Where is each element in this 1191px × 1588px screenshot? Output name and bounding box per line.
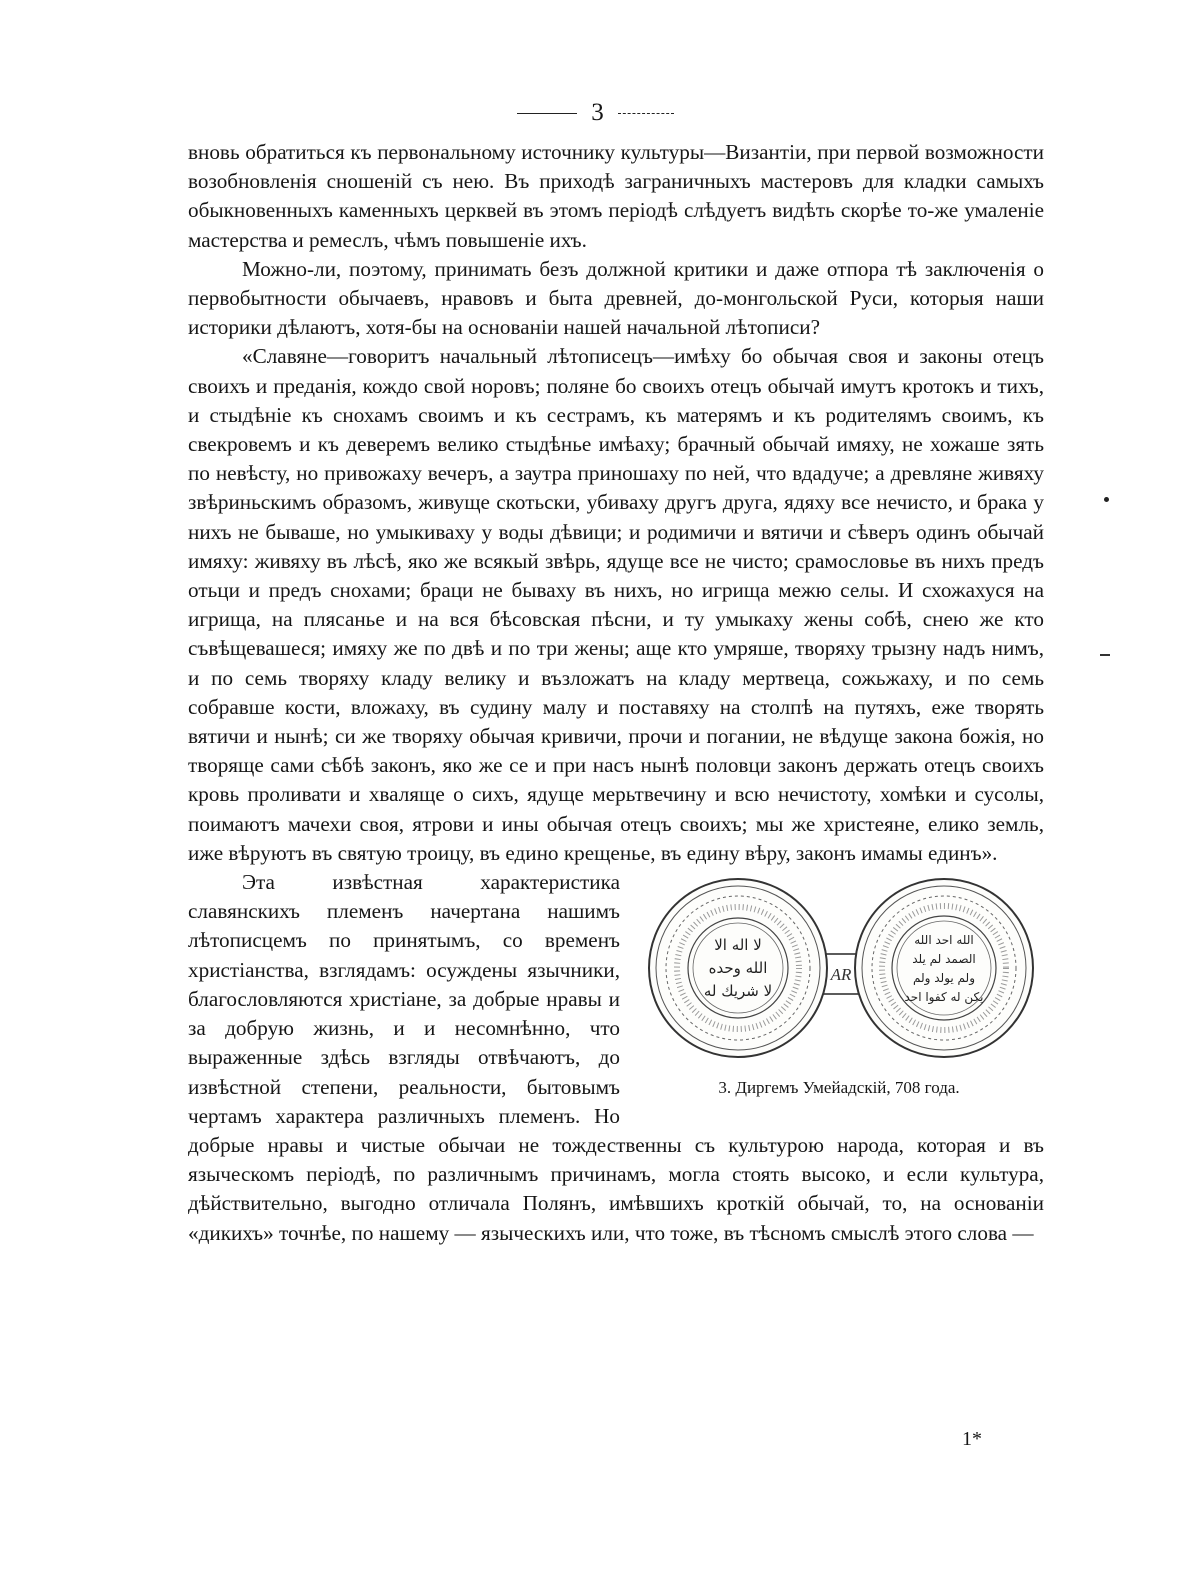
signature-mark: 1* <box>962 1428 982 1450</box>
paragraph-3-chronicle-quote: «Славяне—говоритъ начальный лѣтописецъ—имѣху бо обычая своя и законы отецъ своихъ и преданія, кождо свой норовъ; поляне бо своихъ отецъ обычай имутъ кротокъ и тихъ, и стыдѣніе къ снохамъ своимъ и къ сестрамъ, къ матерямъ и къ родителямъ своимъ, къ свекровемъ и къ деверемъ велико стыдѣнье имѣаху; брачный обычай имяху, не хожаше зять по невѣсту, но привожаху вечеръ, а заутра приношаху по ней, что вдадуче; а древляне живяху звѣриньскимъ образомъ, живуще скотьски, убиваху другъ друга, ядяху все нечисто, и брака у нихъ не бываше, но умыкиваху у воды дѣвици; и родимичи и вятичи и сѣверъ одинъ обычай имяху: живяху въ лѣсѣ, яко же всякый звѣрь, ядуще все не чисто; срамословье въ нихъ предъ отьци и предъ снохами; браци не бываху въ нихъ, но игрища межю селы. И схожахуся на игрища, на плясанье и на вся бѣсовская пѣсни, и ту умыкаху жены собѣ, снею же кто съвѣщевашеся; имяху же по двѣ и по три жены; аще кто умряше, творяху трызну надъ нимъ, и по семь творяху кладу велику и възложатъ на кладу мертвеца, сожьжаху, и по семь собравше кости, вложаху, въ судину малу и поставяху на столпѣ на путяхъ, еже творять вятичи и нынѣ; си же творяху обычая кривичи, прочи и погании, не вѣдуще закона божія, но творяще сами сѣбѣ законъ, яко же се и при насъ нынѣ половци законъ держать отецъ своихъ кровь проливати и хваляще о сихъ, ядуще мерьтвечину и всю нечистоту, хомѣки и сусолы, поимаютъ мачехи своя, ятрови и ины обычая отецъ своихъ; мы же христеяне, елико земль, иже вѣруютъ въ святую троицу, въ едино крещенье, въ едину вѣру, законъ имамы единъ». <box>188 344 1044 865</box>
right-coin-line-1: الله احد الله <box>914 933 974 948</box>
left-coin-line-1: لا اله الا <box>714 936 762 955</box>
right-coin <box>855 879 1033 1057</box>
figure-caption: 3. Диргемъ Умейадскій, 708 года. <box>718 1078 960 1098</box>
right-coin-line-4: يكن له كفوا احد <box>904 990 984 1005</box>
paragraph-2: Можно-ли, поэтому, принимать безъ должной критики и даже отпора тѣ заключенія о первобытности обычаевъ, нравовъ и быта древней, до-монгольской Руси, которыя наши историки дѣлаютъ, хотя-бы на основаніи нашей начальной лѣтописи? <box>188 256 1044 340</box>
page-number: 3 <box>591 99 604 126</box>
left-coin-line-2: الله وحده <box>708 959 768 978</box>
paragraph-1: вновь обратиться къ первональному источнику культуры—Византіи, при первой возможности возобновленія сношеній съ нею. Въ приходѣ заграничныхъ мастеровъ для кладки самыхъ обыкновенныхъ каменныхъ церквей въ этомъ періодѣ слѣдуетъ видѣть скорѣе то-же умаленіе мастерства и ремеслъ, чѣмъ повышеніе ихъ. <box>188 140 1044 252</box>
body-text <box>188 138 1044 1248</box>
right-coin-line-3: ولم يولد ولم <box>913 971 975 986</box>
left-coin-line-3: لا شريك له <box>703 982 773 1001</box>
left-coin <box>649 879 827 1057</box>
margin-dash <box>1100 654 1110 656</box>
dirham-coin-illustration <box>646 872 1036 1064</box>
paragraph-4: Эта извѣстная характеристика славянскихъ племенъ начертана нашимъ лѣтописцемъ по принятымъ, со временъ христіанства, взглядамъ: осуждены язычники, благословляются христіане, за добрые нравы и за добрую жизнь, и и несомнѣнно, что выраженные здѣсь взгляды отвѣчаютъ, до извѣстной степени, реальности, бытовымъ чертамъ характера различныхъ племенъ. Но добрые нравы и чистые обычаи не тождественны съ культурою народа, которая и въ языческомъ періодѣ, по различнымъ причинамъ, могла стоять высоко, и если культура, дѣйствительно, выгодно отличала Полянъ, имѣвшихъ кроткій обычай, то, на основаніи «дикихъ» точнѣе, по нашему — языческихъ или, что тоже, въ тѣсномъ смыслѣ этого слова — <box>188 870 1044 1245</box>
coin-bridge-mark: AR <box>830 965 852 985</box>
margin-dot <box>1104 497 1109 502</box>
header-rule-left <box>517 113 577 114</box>
right-coin-line-2: الصمد لم يلد <box>912 952 976 967</box>
header-rule-right <box>618 113 674 114</box>
page-header <box>0 100 1191 126</box>
coin-figure <box>634 872 1044 1104</box>
